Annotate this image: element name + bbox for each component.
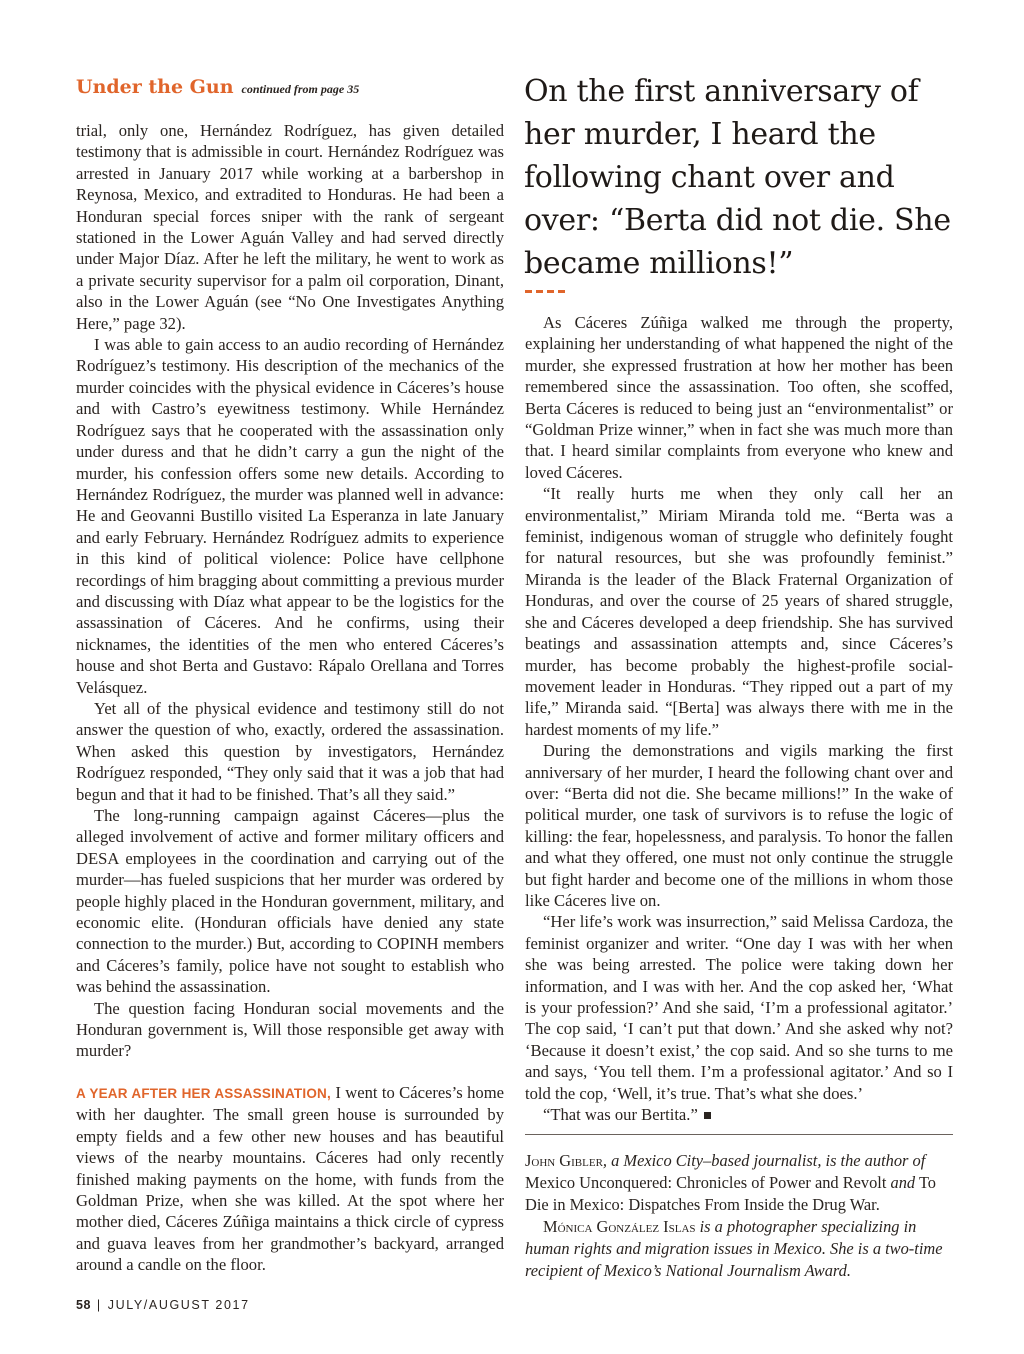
article-paragraph: The long-running campaign against Cáceres—plus the alleged involvement of active and former military officers and DESA employees in the coordination and carrying out of the murder—has fueled suspicions that her murder was ordered by people highly placed in the Honduran government, military, and economic elite. (Honduran officials have denied any state connection to the murder.) But, according to COPINH members and Cáceres’s family, police have not sought to establish who was behind the assassination.: [76, 806, 504, 997]
author-bio: [525, 1150, 953, 1216]
author-bios: [525, 1150, 953, 1282]
book-title: To Die in Mexico: Dispatches From Inside the Drug War.: [525, 1173, 936, 1214]
photographer-name: Mónica González Islas: [543, 1217, 696, 1236]
article-paragraph: “It really hurts me when they only call her an environmentalist,” Miriam Miranda told me. “Berta was a feminist, indigenous woman of struggle who definitely fought for natural resources, but she was profoundly feminist.” Miranda is the leader of the Black Fraternal Organization of Honduras, and over the course of 25 years of shared struggle, she and Cáceres developed a deep friendship. She has survived beatings and assassination attempts and, since Cáceres’s murder, has become probably the highest-profile social-movement leader in Honduras. “They ripped out a part of my life,” Miranda said. “[Berta] was always there with me in the hardest moments of my life.”: [525, 484, 953, 739]
page-number: 58: [76, 1298, 91, 1312]
photographer-bio: [525, 1216, 953, 1282]
section-paragraph: [76, 1082, 504, 1276]
article-paragraph: I was able to gain access to an audio recording of Hernández Rodríguez’s testimony. His description of the mechanics of the murder coincides with the physical evidence in Cáceres’s house and with Castro’s eyewitness testimony. While Hernández Rodríguez says that he cooperated with the assassination only under duress and that he didn’t carry a gun the night of the murder, his confession offers some new details. According to Hernández Rodríguez, the murder was planned well in advance: He and Geovanni Bustillo visited La Esperanza in late January and early February. Hernández Rodríguez admits to experience in this kind of political violence: Police have cellphone recordings of him bragging about committing a previous murder and discussing with Díaz what appear to be the logistics for the assassination of Cáceres. And he confirms, using their nicknames, the identities of the men who entered Cáceres’s house and shot Berta and Gustavo: Rápalo Orellana and Torres Velásquez.: [76, 335, 504, 697]
pull-quote-dash-ornament: [525, 290, 565, 293]
article-column-right: [525, 312, 953, 1125]
section-paragraph-text: I went to Cáceres’s home with her daughter. The small green house is surrounded by empty fields and a few other new houses and has beautiful views of the nearby mountains. Cáceres had only recently finished making payments on the home, with funds from the Goldman Prize, when she was killed. At the spot where her mother died, Cáceres Zúñiga maintains a thick circle of cypress and guava leaves from her grandmother’s backyard, arranged around a candle on the floor.: [76, 1082, 504, 1275]
bio-divider: [525, 1134, 953, 1135]
closing-paragraph: [525, 1104, 953, 1125]
article-paragraph: During the demonstrations and vigils marking the first anniversary of her murder, I heard the following chant over and over: “Berta did not die. She became millions!” In the wake of political murder, one task of survivors is to refuse the logic of killing: the fear, hopelessness, and paralysis. To honor the fallen and what they offered, one must not only continue the struggle but fight harder and become one of the millions in whom those like Cáceres live on.: [525, 741, 953, 910]
running-head: [76, 76, 504, 98]
page-footer: [76, 1298, 250, 1312]
pull-quote: On the first anniversary of her murder, I heard the following chant over and over: “Berta did not die. She became millions!”: [524, 74, 951, 281]
conjunction: and: [890, 1173, 916, 1192]
dash-mark: [525, 290, 532, 293]
article-paragraph: Yet all of the physical evidence and testimony still do not answer the question of who, exactly, ordered the assassination. When asked this question by investigators, Hernández Rodríguez responded, “They only said that it was a job that had begun and that it had to be finished. That’s all they said.”: [76, 698, 504, 804]
closing-text: “That was our Bertita.”: [543, 1105, 698, 1125]
footer-separator: |: [96, 1298, 102, 1312]
dash-mark: [558, 290, 565, 293]
dash-mark: [536, 290, 543, 293]
continued-from-note: continued from page 35: [241, 82, 360, 96]
section-lead-in: A YEAR AFTER HER ASSASSINATION,: [76, 1085, 331, 1101]
author-name: John Gibler: [525, 1151, 603, 1170]
book-title: Mexico Unconquered: Chronicles of Power and Revolt: [525, 1173, 887, 1192]
article-paragraph: trial, only one, Hernández Rodríguez, has given detailed testimony that is admissible in court. Hernández Rodríguez was arrested in January 2017 while working at a barbershop in Reynosa, Mexico, and extradited to Honduras. He had been a Honduran special forces sniper with the rank of sergeant stationed in the Lower Aguán Valley and had served directly under Major Díaz. After he left the military, he went to work as a private security supervisor for a palm oil corporation, Dinant, also in the Lower Aguán (see “No One Investigates Anything Here,” page 32).: [76, 121, 504, 333]
author-desc: , a Mexico City–based journalist, is the author of: [602, 1151, 926, 1170]
issue-date: JULY/AUGUST 2017: [107, 1298, 250, 1312]
end-mark-icon: [704, 1112, 711, 1119]
article-paragraph: The question facing Honduran social movements and the Honduran government is, Will those responsible get away with murder?: [76, 998, 504, 1061]
article-paragraph: “Her life’s work was insurrection,” said Melissa Cardoza, the feminist organizer and writer. “One day I was with her when she was being arrested. The police were taking down her information, and I was with her. And the cop asked her, ‘What is your profession?’ And she said, ‘I’m a professional agitator.’ The cop said, ‘I can’t put that down.’ And she asked why not? ‘Because it doesn’t exist,’ the cop said. And so she turns to me and says, ‘You tell them. I’m a professional agitator.’ And so I told the cop, ‘Well, it’s true. That’s what she does.’: [525, 912, 953, 1103]
running-head-title: Under the Gun: [76, 76, 234, 98]
article-column-left: [76, 120, 504, 1276]
photographer-desc: is a photographer specializing in human rights and migration issues in Mexico. She is a two-time recipient of Mexico’s National Journalism Award.: [525, 1217, 943, 1280]
article-paragraph: As Cáceres Zúñiga walked me through the property, explaining her understanding of what happened the night of the murder, she expressed frustration at how her mother has been remembered since the assassination. Too often, she scoffed, Berta Cáceres is reduced to being just an “environmentalist” or “Goldman Prize winner,” when in fact she was much more than that. I heard similar complaints from everyone who knew and loved Cáceres.: [525, 313, 953, 482]
dash-mark: [547, 290, 554, 293]
